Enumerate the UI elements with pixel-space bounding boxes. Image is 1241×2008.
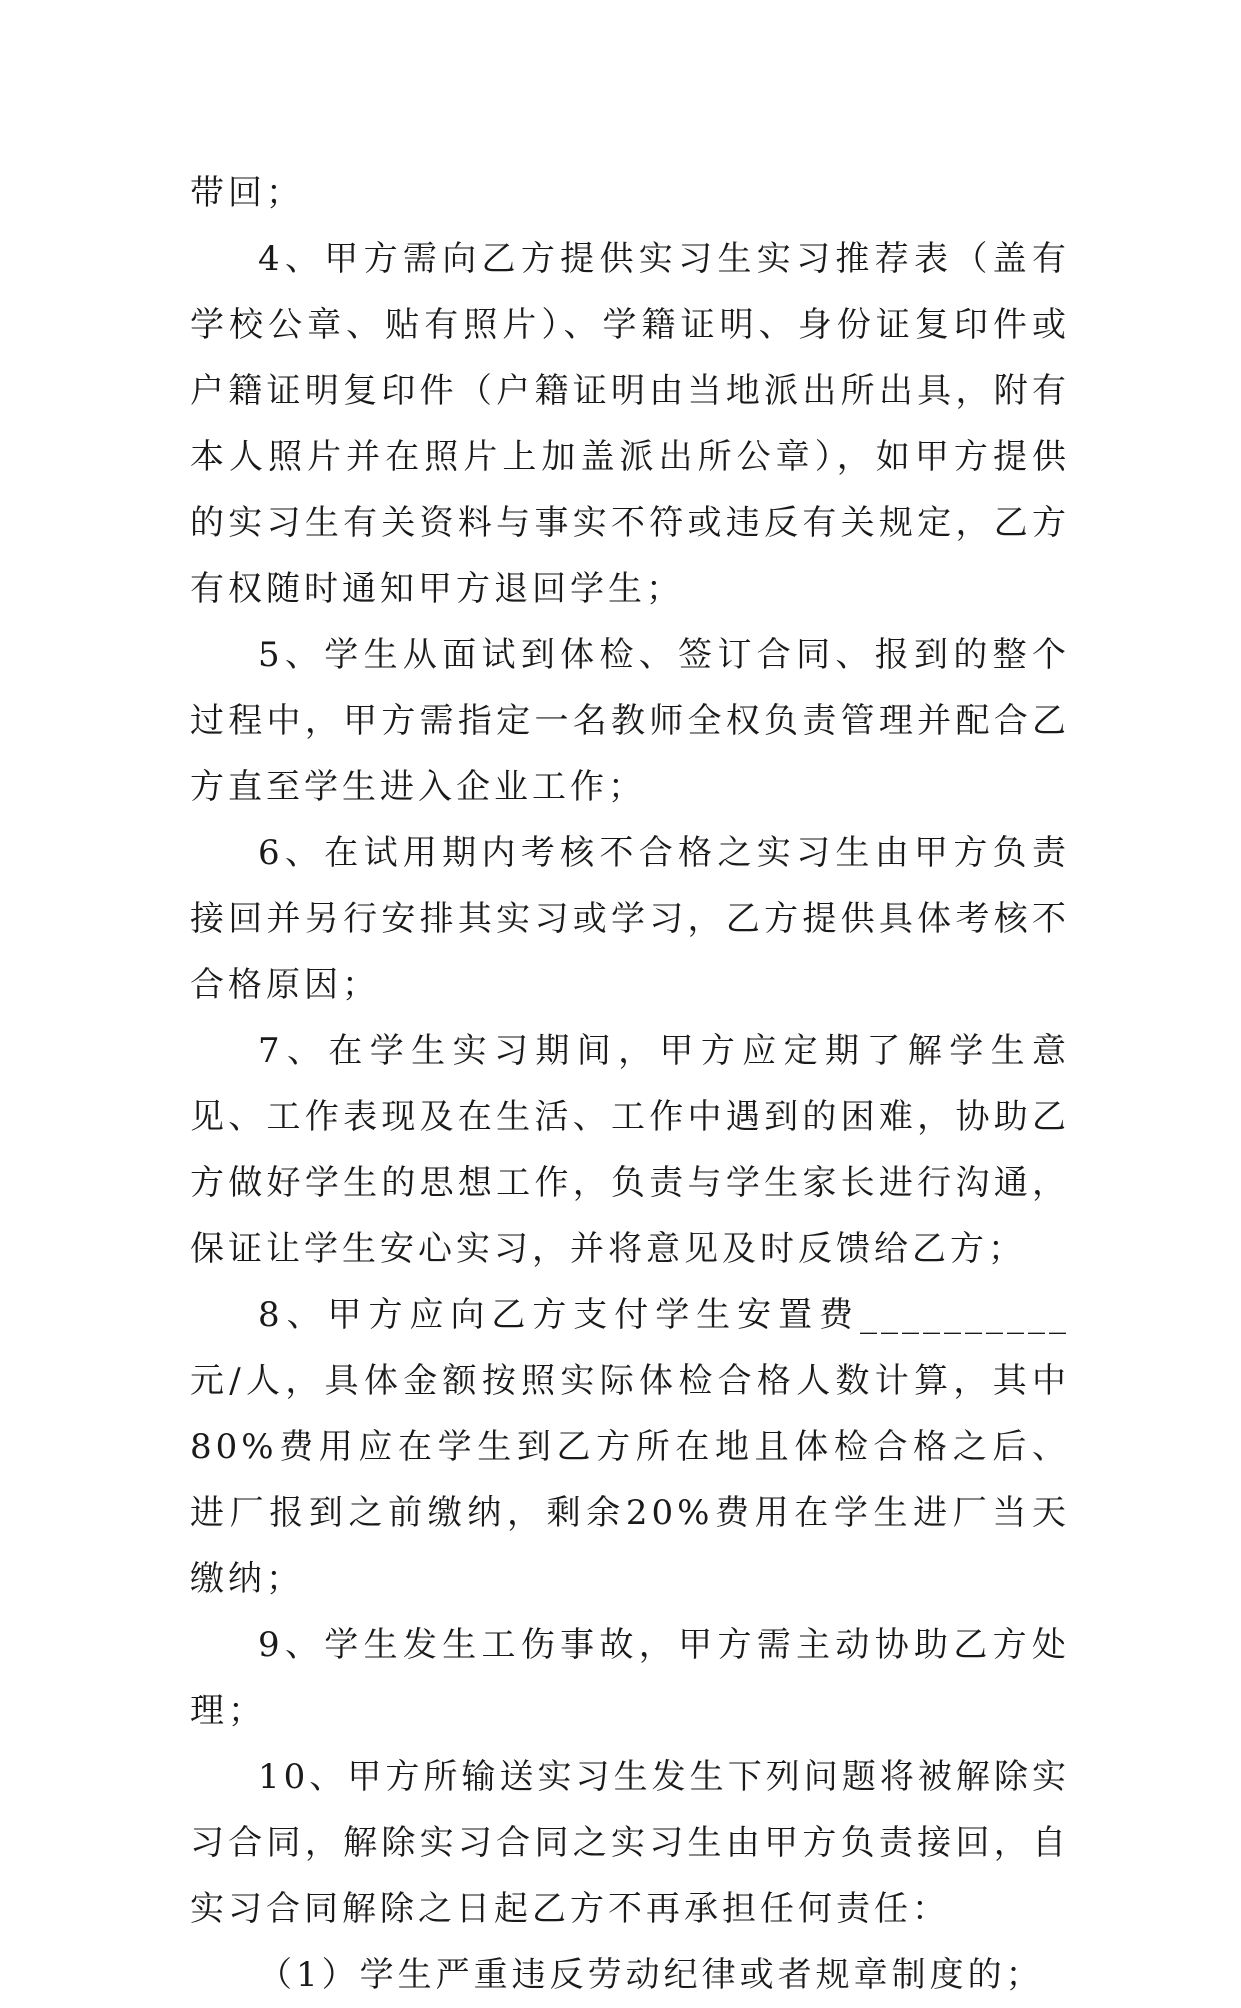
paragraph-item-10: 10、甲方所输送实习生发生下列问题将被解除实习合同，解除实习合同之实习生由甲方负责接回，自实习合同解除之日起乙方不再承担任何责任： [190, 1757, 1070, 1929]
document-body [190, 160, 1070, 2008]
paragraph-item-6: 6、在试用期内考核不合格之实习生由甲方负责接回并另行安排其实习或学习，乙方提供具体考核不合格原因； [190, 833, 1070, 1005]
paragraph-item-7: 7、在学生实习期间，甲方应定期了解学生意见、工作表现及在生活、工作中遇到的困难，协助乙方做好学生的思想工作，负责与学生家长进行沟通，保证让学生安心实习，并将意见及时反馈给乙方； [190, 1031, 1070, 1269]
paragraph-item-4: 4、甲方需向乙方提供实习生实习推荐表（盖有学校公章、贴有照片）、学籍证明、身份证复印件或户籍证明复印件（户籍证明由当地派出所出具，附有本人照片并在照片上加盖派出所公章），如甲方提供的实习生有关资料与事实不符或违反有关规定，乙方有权随时通知甲方退回学生； [190, 239, 1070, 609]
paragraph-item-5: 5、学生从面试到体检、签订合同、报到的整个过程中，甲方需指定一名教师全权负责管理并配合乙方直至学生进入企业工作； [190, 635, 1070, 807]
paragraph-item-9: 9、学生发生工伤事故，甲方需主动协助乙方处理； [190, 1625, 1070, 1731]
paragraph-continuation: 带回； [190, 173, 304, 213]
paragraph-subitem-1: （1）学生严重违反劳动纪律或者规章制度的； [258, 1955, 1044, 1995]
paragraph-item-8: 8、甲方应向乙方支付学生安置费__________元/人，具体金额按照实际体检合格人数计算，其中80%费用应在学生到乙方所在地且体检合格之后、进厂报到之前缴纳，剩余20%费用在学生进厂当天缴纳； [190, 1295, 1070, 1599]
